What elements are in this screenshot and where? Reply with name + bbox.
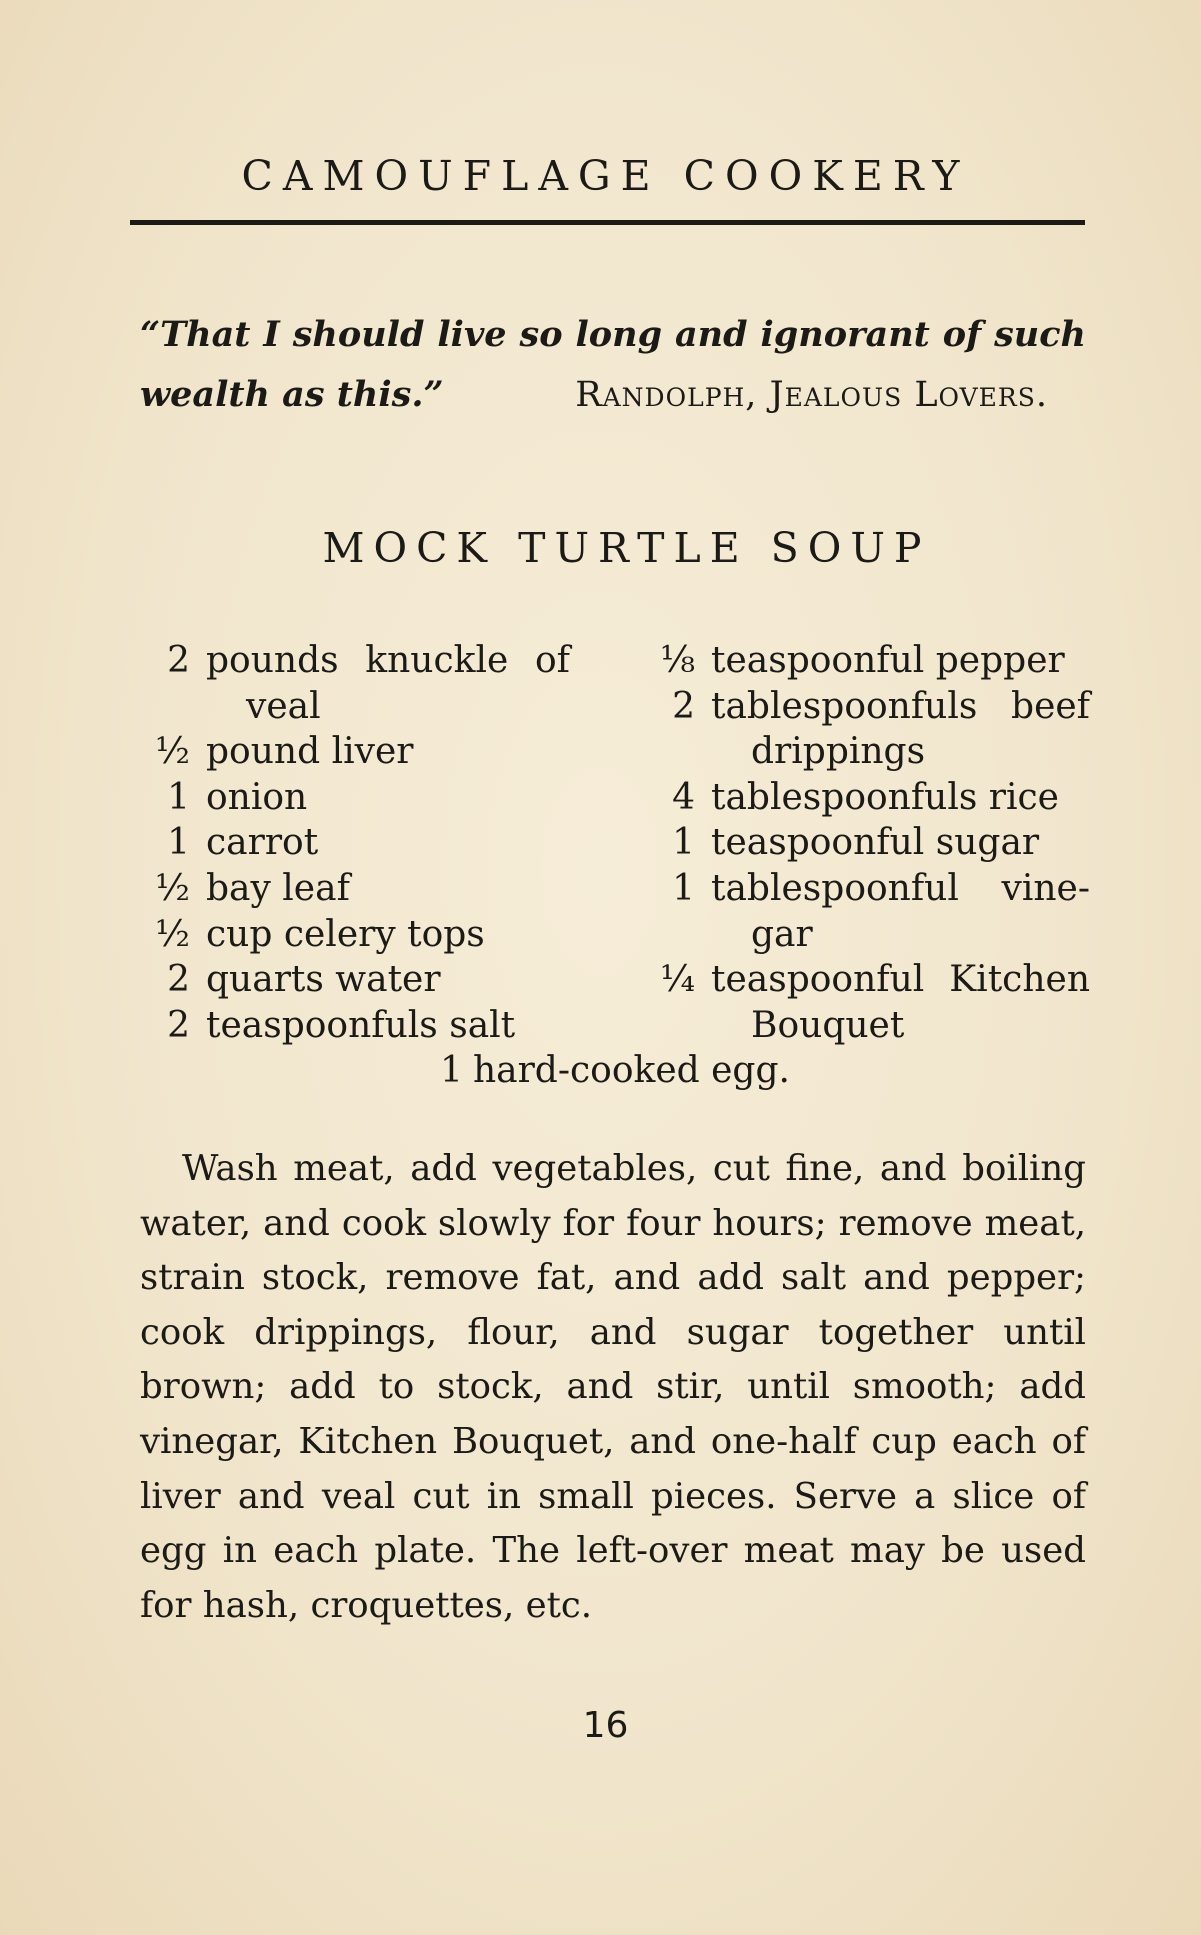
ingredient-item bbox=[140, 729, 570, 775]
ingredient-text-continuation: Bouquet bbox=[751, 1004, 905, 1046]
ingredient-text bbox=[206, 638, 570, 729]
ingredient-qty: ½ bbox=[155, 867, 190, 909]
ingredient-qty: 1 bbox=[440, 1050, 463, 1091]
ingredient-text-line: tablespoonful vine- bbox=[711, 867, 1090, 909]
ingredients-right-column bbox=[645, 638, 1090, 1048]
ingredient-item bbox=[645, 684, 1090, 775]
ingredient-text: pound liver bbox=[206, 731, 414, 773]
ingredient-text: bay leaf bbox=[206, 867, 350, 909]
ingredient-item bbox=[645, 820, 1090, 866]
ingredient-item bbox=[645, 957, 1090, 1048]
ingredient-text bbox=[711, 957, 1090, 1048]
epigraph-line-2 bbox=[140, 365, 1086, 425]
ingredient-text: quarts water bbox=[206, 959, 441, 1001]
ingredient-item bbox=[140, 957, 570, 1003]
ingredient-qty: ½ bbox=[155, 731, 190, 773]
ingredient-item bbox=[140, 866, 570, 912]
ingredient-text-continuation: veal bbox=[246, 685, 321, 727]
ingredient-text: cup celery tops bbox=[206, 913, 485, 955]
ingredient-qty: 4 bbox=[672, 776, 695, 818]
ingredient-text-line: pounds knuckle of bbox=[206, 640, 570, 681]
ingredient-text bbox=[711, 684, 1090, 775]
ingredient-item-final bbox=[140, 1048, 1090, 1094]
ingredient-text: teaspoonfuls salt bbox=[206, 1004, 516, 1046]
ingredient-qty: 1 bbox=[672, 867, 695, 909]
ingredients-left-column bbox=[140, 638, 570, 1048]
ingredient-qty: 2 bbox=[672, 685, 695, 727]
ingredient-qty: 2 bbox=[167, 640, 190, 681]
ingredient-qty: ¼ bbox=[660, 959, 695, 1001]
ingredient-text: teaspoonful sugar bbox=[711, 822, 1040, 864]
ingredient-item bbox=[140, 638, 570, 729]
ingredient-text bbox=[711, 866, 1090, 957]
ingredient-text-continuation: drippings bbox=[751, 731, 926, 773]
page-number: 16 bbox=[582, 1705, 629, 1746]
ingredient-qty: ⅛ bbox=[660, 640, 695, 681]
ingredient-qty: 1 bbox=[167, 776, 190, 818]
ingredient-qty: ½ bbox=[155, 913, 190, 955]
ingredient-text: onion bbox=[206, 776, 308, 818]
recipe-title: MOCK TURTLE SOUP bbox=[322, 524, 931, 572]
ingredient-item bbox=[140, 1003, 570, 1049]
running-head: CAMOUFLAGE COOKERY bbox=[241, 152, 970, 200]
ingredient-qty: 2 bbox=[167, 959, 190, 1001]
ingredient-qty: 1 bbox=[167, 822, 190, 864]
epigraph-quote-line-2: wealth as this.” bbox=[140, 374, 444, 415]
ingredient-text-line: tablespoonfuls beef bbox=[711, 685, 1090, 727]
ingredient-item bbox=[645, 775, 1090, 821]
ingredient-text: teaspoonful pepper bbox=[711, 640, 1065, 681]
epigraph-attribution: Randolph, Jealous Lovers. bbox=[575, 375, 1048, 415]
ingredient-item bbox=[645, 866, 1090, 957]
ingredient-text-line: teaspoonful Kitchen bbox=[711, 959, 1090, 1001]
epigraph bbox=[140, 305, 1086, 425]
ingredient-text: hard-cooked egg. bbox=[472, 1050, 790, 1091]
ingredient-item bbox=[645, 638, 1090, 684]
ingredient-item bbox=[140, 775, 570, 821]
ingredient-text: tablespoonfuls rice bbox=[711, 776, 1059, 818]
ingredient-qty: 1 bbox=[672, 822, 695, 864]
ingredient-item bbox=[140, 820, 570, 866]
ingredient-text-continuation: gar bbox=[751, 913, 813, 955]
head-rule bbox=[130, 220, 1085, 225]
ingredient-item bbox=[140, 912, 570, 958]
epigraph-quote-line-1: “That I should live so long and ignorant of such bbox=[140, 314, 1086, 355]
recipe-directions: Wash meat, add vegetables, cut fine, and boiling water, and cook slowly for four hours; remove meat, strain stock, remove fat, and add salt and pepper; cook drippings, flour, and sugar together until brown; add to stock, and stir, until smooth; add vinegar, Kitchen Bouquet, and one-half cup each of liver and veal cut in small pieces. Serve a slice of egg in each plate. The left-over meat may be used for hash, croquettes, etc. bbox=[140, 1148, 1086, 1626]
ingredient-text: carrot bbox=[206, 822, 319, 864]
ingredient-qty: 2 bbox=[167, 1004, 190, 1046]
